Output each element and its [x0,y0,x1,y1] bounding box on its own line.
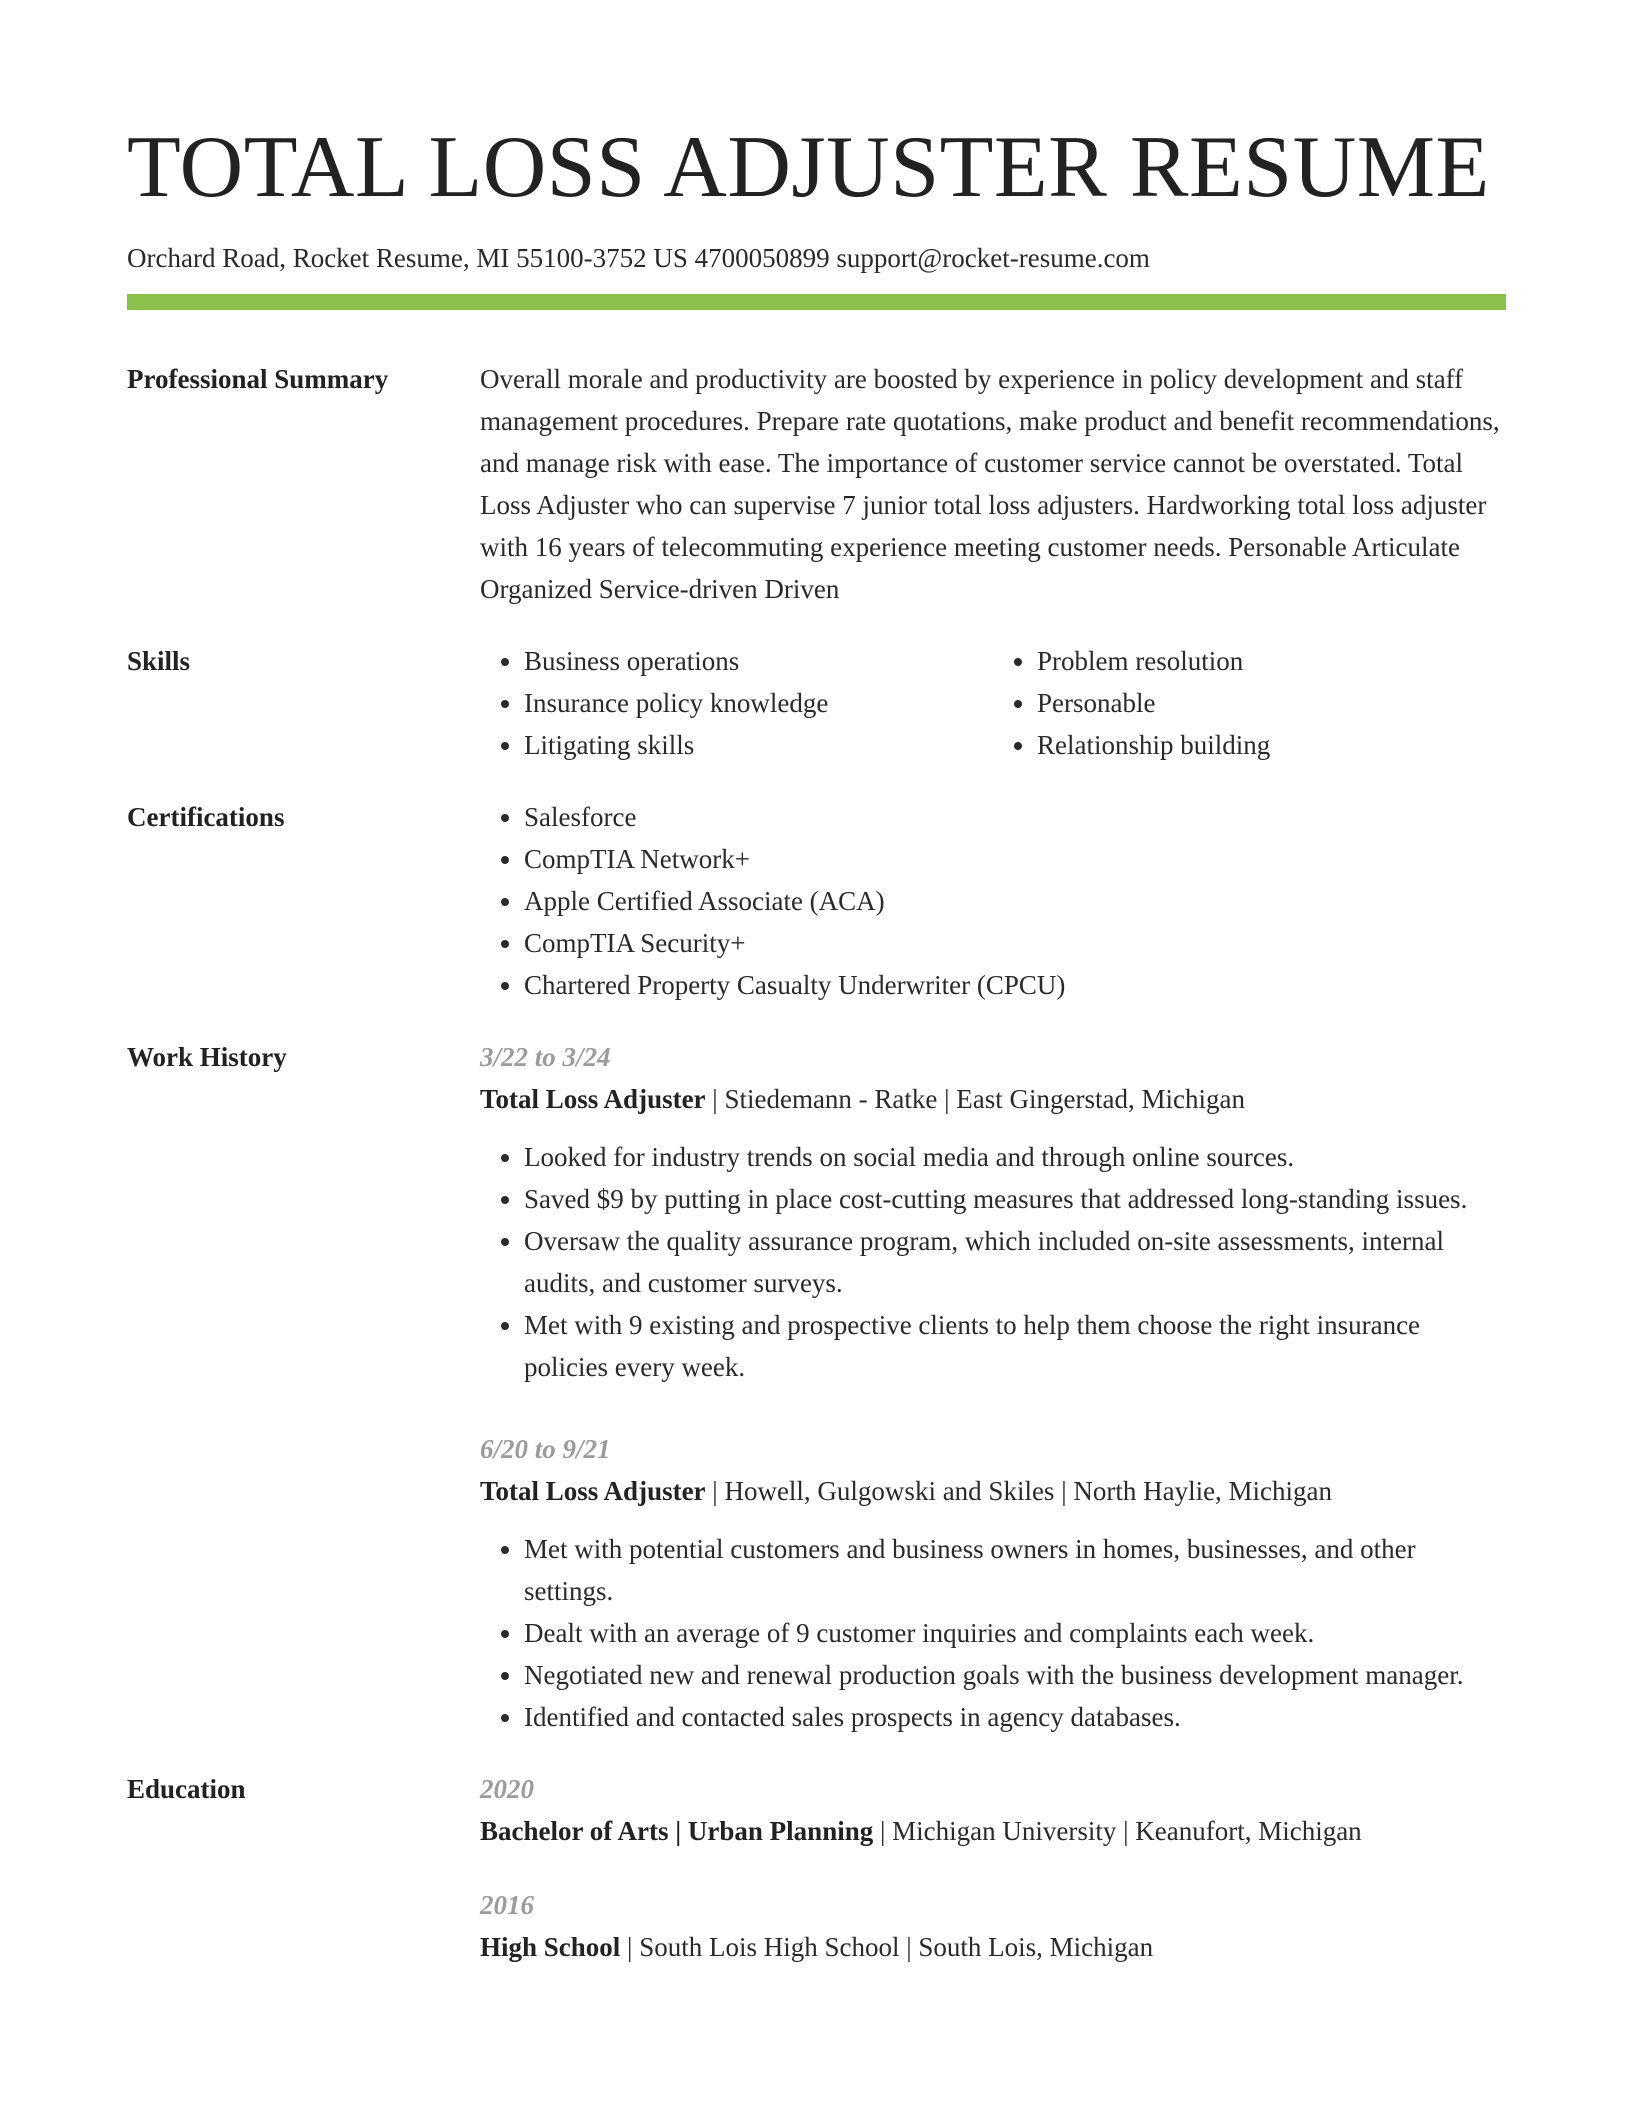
job-entry [480,1428,1506,1738]
education-heading [480,1926,1506,1968]
education-entry [480,1884,1506,1968]
resume-title: TOTAL LOSS ADJUSTER RESUME [127,119,1490,216]
education-section [127,1768,1506,1968]
job-bullet: • Looked for industry trends on social media and through online sources. [524,1136,1506,1178]
header-divider [127,294,1506,310]
summary-text: Overall morale and productivity are boosted by experience in policy development and staff management procedures. Prepare rate quotations, make product and benefit recommendations, and manage risk with ease. The importance of customer service cannot be overstated. Total Loss Adjuster who can supervise 7 junior total loss adjusters. Hardworking total loss adjuster with 16 years of telecommuting experience meeting customer needs. Personable Articulate Organized Service-driven Driven [480,364,1500,604]
education-heading [480,1810,1506,1852]
job-bullets [480,1136,1506,1388]
job-bullet: • Saved $9 by putting in place cost-cutting measures that addressed long-standing issues. [524,1178,1506,1220]
education-degree: Bachelor of Arts | Urban Planning [480,1816,874,1846]
job-heading [480,1078,1506,1120]
job-bullet: • Identified and contacted sales prospects in agency databases. [524,1696,1506,1738]
skill-item: • Personable [1037,682,1506,724]
work-history-section [127,1036,1506,1738]
education-entry [480,1768,1506,1852]
skill-item: • Litigating skills [524,724,993,766]
skills-list-col2 [993,640,1506,766]
certification-item: • CompTIA Network+ [524,838,1506,880]
section-label-work-history: Work History [127,1042,287,1072]
job-details: | Stiedemann - Ratke | East Gingerstad, Michigan [705,1084,1245,1114]
skills-section [127,640,1506,766]
education-degree: High School [480,1932,621,1962]
job-bullet: • Met with 9 existing and prospective clients to help them choose the right insurance policies every week. [524,1304,1506,1388]
certifications-list [480,796,1506,1006]
education-date: 2020 [480,1774,534,1804]
job-date: 3/22 to 3/24 [480,1042,611,1072]
job-bullet: • Oversaw the quality assurance program, which included on-site assessments, internal audits, and customer surveys. [524,1220,1506,1304]
job-bullet: • Met with potential customers and business owners in homes, businesses, and other settings. [524,1528,1506,1612]
skill-item: • Problem resolution [1037,640,1506,682]
job-heading [480,1470,1506,1512]
job-title: Total Loss Adjuster [480,1476,706,1506]
job-bullet: • Dealt with an average of 9 customer inquiries and complaints each week. [524,1612,1506,1654]
job-bullets [480,1528,1506,1738]
certifications-section [127,796,1506,1006]
section-label-certifications: Certifications [127,802,285,832]
section-label-education: Education [127,1774,246,1804]
job-bullet: • Negotiated new and renewal production goals with the business development manager. [524,1654,1506,1696]
skills-list-col1 [480,640,993,766]
job-details: | Howell, Gulgowski and Skiles | North Haylie, Michigan [705,1476,1333,1506]
section-label-summary: Professional Summary [127,364,389,394]
job-entry [480,1036,1506,1388]
education-details: | Michigan University | Keanufort, Michigan [873,1816,1362,1846]
section-label-skills: Skills [127,646,191,676]
job-date: 6/20 to 9/21 [480,1434,611,1464]
certification-item: • Chartered Property Casualty Underwriter (CPCU) [524,964,1506,1006]
skill-item: • Relationship building [1037,724,1506,766]
skill-item: • Business operations [524,640,993,682]
contact-line: Orchard Road, Rocket Resume, MI 55100-3752 US 4700050899 support@rocket-resume.com [127,243,1150,273]
certification-item: • Apple Certified Associate (ACA) [524,880,1506,922]
certification-item: • CompTIA Security+ [524,922,1506,964]
education-details: | South Lois High School | South Lois, Michigan [620,1932,1154,1962]
summary-section [127,358,1506,610]
job-title: Total Loss Adjuster [480,1084,706,1114]
education-date: 2016 [480,1890,534,1920]
skill-item: • Insurance policy knowledge [524,682,993,724]
certification-item: • Salesforce [524,796,1506,838]
